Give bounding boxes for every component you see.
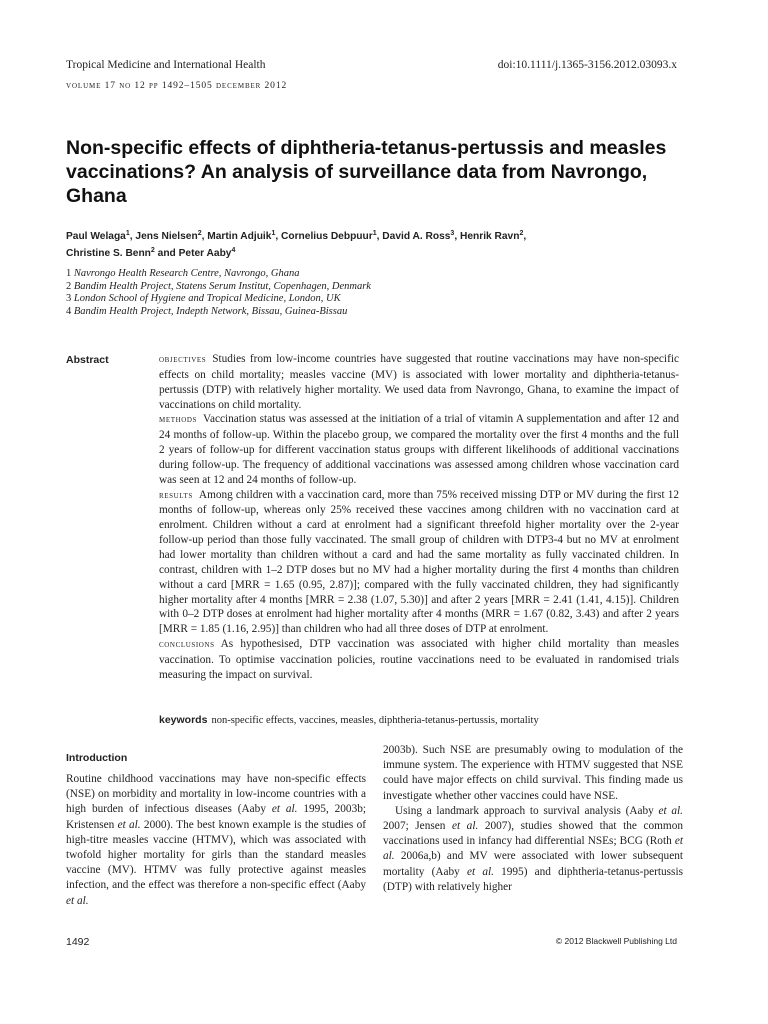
author-separator: and [154,248,179,259]
objectives-text: Studies from low-income countries have suggested that routine vaccinations may have non-specific effects on child mortality; measles vaccine (MV) is associated with lower mortality and diphtheria-tetanus-pertussis (DTP) with relatively higher mortality. We used data from Navrongo, Ghana, to examine the impact of vaccinations on child mortality. [159,353,679,411]
text-run: et al. [658,804,684,817]
keywords-label: keywords [159,714,208,726]
author-affiliation-marker: 1 [372,230,377,237]
author-separator: , [201,231,208,242]
body-column-right [383,743,683,895]
affiliation-number: 4 [66,305,72,317]
journal-name: Tropical Medicine and International Health [66,59,266,71]
affiliation-text: London School of Hygiene and Tropical Medicine, London, UK [73,293,341,305]
text-run: et al. [117,818,141,831]
text-run: Using a landmark approach to survival analysis (Aaby [395,804,659,817]
author-name: Jens Nielsen [135,231,198,242]
author-name: Henrik Ravn [460,231,520,242]
affiliation-item [66,293,706,306]
copyright-notice: © 2012 Blackwell Publishing Ltd [555,936,677,946]
keywords-text: non-specific effects, vaccines, measles, diphtheria-tetanus-pertussis, mortality [211,715,539,726]
author-affiliation-marker: 3 [450,230,455,237]
author-affiliation-marker: 1 [271,230,276,237]
abstract-body [159,352,679,683]
affiliation-list [66,268,706,318]
author-affiliation-marker: 2 [150,247,155,254]
text-run: et al. [66,894,89,907]
text-run: 1995) and diphtheria-tetanus-pertussis (DTP) with relatively higher [383,865,683,893]
author-name: Martin Adjuik [207,231,272,242]
author-affiliation-marker: 2 [197,230,202,237]
intro-paragraph-1 [66,772,366,909]
author-affiliation-marker: 1 [125,230,130,237]
abstract-results [159,488,679,637]
page-number: 1492 [66,936,90,948]
text-run: 2006a,b) and MV were associated with lower subsequent mortality (Aaby [383,850,683,878]
author-separator: , [376,231,383,242]
conclusions-label: conclusions [159,639,215,651]
intro-paragraph-2: 2003b). Such NSE are presumably owing to modulation of the immune system. The experience with HTMV suggested that NSE could have major effects on child survival. This finding made us investigate whether other vaccines could have NSE. [383,744,683,802]
abstract-methods [159,412,679,487]
author-separator: , [454,231,460,242]
conclusions-text: As hypothesised, DTP vaccination was associated with higher child mortality than measles vaccination. To optimise vaccination policies, routine vaccinations need to be evaluated in randomised trials measuring the impact on survival. [159,638,679,681]
methods-label: methods [159,414,198,426]
author-affiliation-marker: 2 [519,230,524,237]
author-name: David A. Ross [382,231,451,242]
author-separator: , [129,231,136,242]
author-separator: , [275,231,282,242]
affiliation-item [66,306,706,319]
affiliation-text: Bandim Health Project, Indepth Network, Bissau, Guinea-Bissau [73,305,348,317]
methods-text: Vaccination status was assessed at the initiation of a trial of vitamin A supplementation and after 12 and 24 months of follow-up. Within the placebo group, we compared the mortality over the first 4 months and the full 2 years of follow-up for different vaccination status groups with different likelihoods of additional vaccinations during follow-up. The frequency of additional vaccinations was assessed among children whose vaccination card was seen at 12 and 24 months of follow-up. [159,413,679,486]
author-name: Christine S. Benn [66,248,151,259]
text-run: 2007), studies showed that the common vaccinations used in infancy had differential NSEs; BCG (Roth [383,820,683,848]
affiliation-text: Navrongo Health Research Centre, Navrongo, Ghana [73,268,300,279]
introduction-heading: Introduction [66,752,128,764]
text-run: et al. [271,803,298,816]
intro-paragraph-3 [383,804,683,895]
affiliation-item [66,281,706,294]
author-affiliation-marker: 4 [231,247,236,254]
doi-link[interactable]: doi:10.1111/j.1365-3156.2012.03093.x [497,59,677,71]
affiliation-number: 3 [66,293,72,305]
author-separator: , [523,231,527,242]
author-name: Paul Welaga [66,231,126,242]
body-column-left [66,772,366,909]
volume-issue-line: volume 17 no 12 pp 1492–1505 december 2012 [66,81,288,91]
author-name: Peter Aaby [178,248,232,259]
abstract-label: Abstract [66,354,109,366]
author-list [66,228,706,262]
article-title: Non-specific effects of diphtheria-tetanus-pertussis and measles vaccinations? An analysis of surveillance data from Navrongo, Ghana [66,137,667,207]
abstract-objectives [159,352,679,412]
text-run: et al. [383,835,683,863]
abstract-conclusions [159,637,679,683]
results-label: results [159,489,193,501]
text-run: 1995, 2003b; Kristensen [66,803,367,831]
results-text: Among children with a vaccination card, more than 75% received missing DTP or MV during the first 12 months of follow-up, whereas only 25% received these vaccines among children with no vaccination card at enrolment. Children without a card at enrolment had a significant threefold higher mortality over the 2-year follow-up period than those fully vaccinated. The small group of children with DTP3-4 but no MV at enrolment had lower mortality than children without a card and had the same mortality as fully vaccinated children. In contrast, children with 1–2 DTP doses but no MV had a higher mortality during the first 4 months than children without a card [MRR = 1.65 (0.95, 2.87)]; compared with the fully vaccinated children, they had significantly higher mortality after 4 months [MRR = 2.38 (1.07, 5.30)] and after 2 years [MRR = 2.41 (1.41, 4.15)]. Children with 0–2 DTP doses at enrolment had higher mortality after 4 months (MRR = 1.67 (0.82, 3.43) and after 2 years [MRR = 1.85 (1.16, 2.95)] than children who had all three doses of DTP at enrolment. [159,488,679,636]
author-name: Cornelius Debpuur [281,231,373,242]
affiliation-item [66,268,706,281]
affiliation-number: 1 [66,268,72,279]
text-run: Routine childhood vaccinations may have non-specific effects (NSE) on morbidity and mortality in low-income countries with a high burden of infectious diseases (Aaby [66,773,366,816]
text-run: et al. [451,820,479,833]
text-run: 2007; Jensen [383,820,452,833]
text-run: 2000). The best known example is the studies of high-titre measles vaccine (HTMV), which was associated with twofold higher mortality for girls than the standard measles vaccine (MV). HTMV was fully protective against measles infection, and the effect was therefore a non-specific effect (Aaby [66,818,366,892]
affiliation-text: Bandim Health Project, Statens Serum Institut, Copenhagen, Denmark [73,280,371,292]
affiliation-number: 2 [66,280,72,292]
keywords-line [159,714,699,726]
objectives-label: objectives [159,354,207,365]
text-run: et al. [467,865,494,878]
